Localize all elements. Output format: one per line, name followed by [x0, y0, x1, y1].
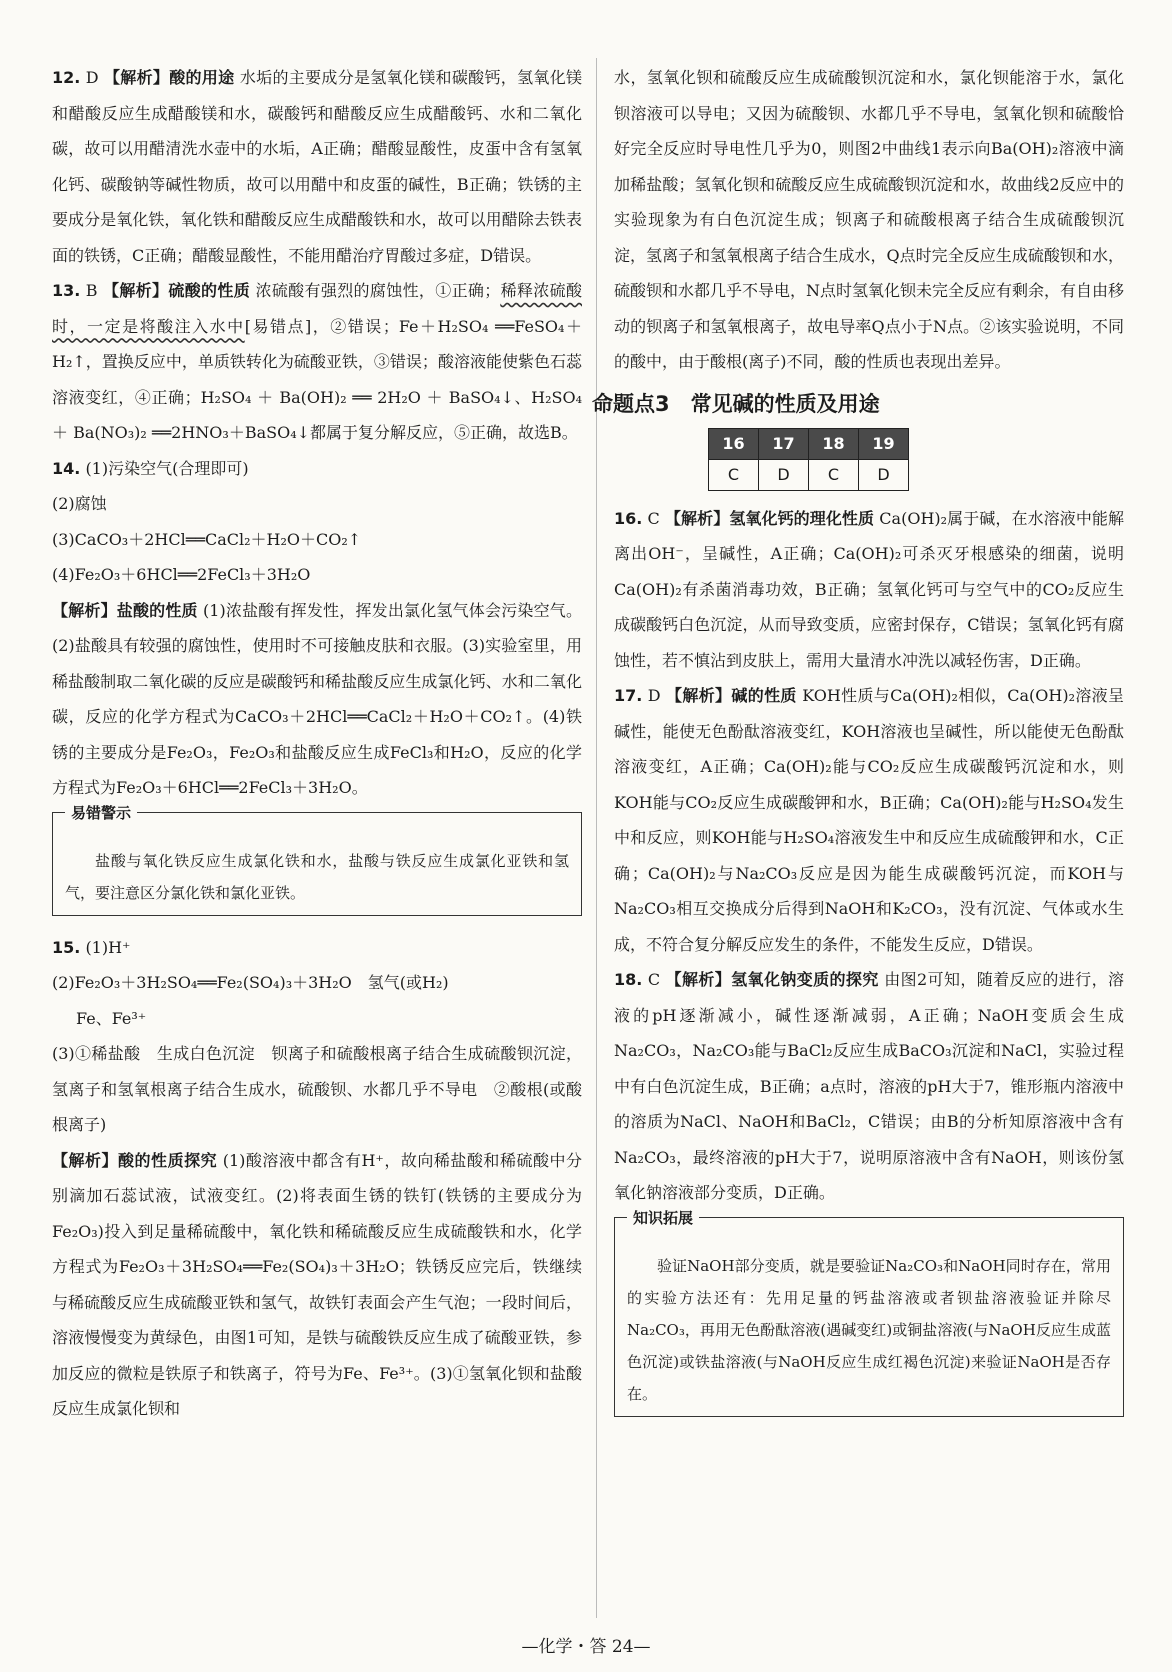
column-divider — [596, 58, 597, 1618]
question-14: 14. (1)污染空气(合理即可) (2)腐蚀 (3)CaCO₃＋2HCl══CaCl₂＋H₂O＋CO₂↑ (4)Fe₂O₃＋6HCl══2FeCl₃＋3H₂O 【解析】盐酸的性质 (1)浓盐酸有挥发性，挥发出氯化氢气体会污染空气。(2)盐酸具有较强的腐蚀性，使用时不可接触皮肤和衣服。(3)实验室里，用稀盐酸制取二氧化碳的反应是碳酸钙和稀盐酸反应生成氯化钙、水和二氧化碳，反应的化学方程式为CaCO₃＋2HCl══CaCl₂＋H₂O＋CO₂↑。(4)铁锈的主要成分是Fe₂O₃，Fe₂O₃和盐酸反应生成FeCl₃和H₂O，反应的化学方程式为Fe₂O₃＋6HCl══2FeCl₃＋3H₂O。 易错警示 盐酸与氧化铁反应生成氯化铁和水，盐酸与铁反应生成氯化亚铁和氢气，要注意区分氯化铁和氯化亚铁。 — [52, 451, 582, 916]
question-18: 18. C 【解析】氢氧化钠变质的探究 由图2可知，随着反应的进行，溶液的pH逐渐减小，碱性逐渐减弱，A正确；NaOH变质会生成Na₂CO₃，Na₂CO₃能与BaCl₂反应生成BaCO₃沉淀和NaCl，实验过程中有白色沉淀生成，B正确；a点时，溶液的pH大于7，锥形瓶内溶液中的溶质为NaCl、NaOH和BaCl₂，C错误；由B的分析知原溶液中含有Na₂CO₃，最终溶液的pH大于7，说明原溶液中含有NaOH，则该份氢氧化钠溶液部分变质，D正确。 知识拓展 验证NaOH部分变质，就是要验证Na₂CO₃和NaOH同时存在，常用的实验方法还有：先用足量的钙盐溶液或者钡盐溶液验证并除尽Na₂CO₃，再用无色酚酞溶液(遇碱变红)或铜盐溶液(与NaOH反应生成蓝色沉淀)或铁盐溶液(与NaOH反应生成红褐色沉淀)来验证NaOH是否存在。 — [614, 962, 1124, 1417]
question-16: 16. C 【解析】氢氧化钙的理化性质 Ca(OH)₂属于碱，在水溶液中能解离出OH⁻，呈碱性，A正确；Ca(OH)₂可杀灭牙根感染的细菌，说明Ca(OH)₂有杀菌消毒功效，B正确；氢氧化钙可与空气中的CO₂反应生成碳酸钙白色沉淀，从而导致变质，应密封保存，C错误；氢氧化钙有腐蚀性，若不慎沾到皮肤上，需用大量清水冲洗以减轻伤害，D正确。 — [614, 508, 1125, 670]
section-title: 命题点3 常见碱的性质及用途 — [592, 391, 880, 416]
right-column — [592, 60, 1125, 1431]
answer-table-number: 19 — [859, 428, 909, 459]
answer-table-answer: C — [809, 459, 859, 490]
question-15: 15. (1)H⁺ (2)Fe₂O₃＋3H₂SO₄══Fe₂(SO₄)₃＋3H₂O 氢气(或H₂) Fe、Fe³⁺ (3)①稀盐酸 生成白色沉淀 钡离子和硫酸根离子结合生成硫酸钡沉淀，氢离子和氢氧根离子结合生成水，硫酸钡、水都几乎不导电 ②酸根(或酸根离子) 【解析】酸的性质探究 (1)酸溶液中都含有H⁺，故向稀盐酸和稀硫酸中分别滴加石蕊试液，试液变红。(2)将表面生锈的铁钉(铁锈的主要成分为Fe₂O₃)投入到足量稀硫酸中，氧化铁和稀硫酸反应生成硫酸铁和水，化学方程式为Fe₂O₃＋3H₂SO₄══Fe₂(SO₄)₃＋3H₂O；铁锈反应完后，铁继续与稀硫酸反应生成硫酸亚铁和氢气，故铁钉表面会产生气泡；一段时间后，溶液慢慢变为黄绿色，由图1可知，是铁与硫酸铁反应生成了硫酸亚铁，参加反应的微粒是铁原子和铁离子，符号为Fe、Fe³⁺。(3)①氢氧化钡和盐酸反应生成氯化钡和 — [52, 937, 582, 1418]
error-warning-title: 易错警示 — [65, 797, 137, 829]
answer-table — [708, 428, 909, 491]
answer-table-answer: D — [859, 459, 909, 490]
left-column — [52, 60, 582, 1427]
answer-table-number: 18 — [809, 428, 859, 459]
page-footer: —化学・答 24— — [521, 1637, 651, 1657]
question-12: 12. D 【解析】酸的用途 水垢的主要成分是氢氧化镁和碳酸钙，氢氧化镁和醋酸反应生成醋酸镁和水，碳酸钙和醋酸反应生成醋酸钙、水和二氧化碳，故可以用醋清洗水壶中的水垢，A正确；醋酸显酸性，皮蛋中含有氢氧化钙、碳酸钠等碱性物质，故可以用醋中和皮蛋的碱性，B正确；铁锈的主要成分是氧化铁，氧化铁和醋酸反应生成醋酸铁和水，故可以用醋除去铁表面的铁锈，C正确；醋酸显酸性，不能用醋治疗胃酸过多症，D错误。 — [52, 68, 582, 265]
answer-table-answer: C — [709, 459, 759, 490]
knowledge-extension-box: 知识拓展 验证NaOH部分变质，就是要验证Na₂CO₃和NaOH同时存在，常用的实验方法还有：先用足量的钙盐溶液或者钡盐溶液验证并除尽Na₂CO₃，再用无色酚酞溶液(遇碱变红)或铜盐溶液(与NaOH反应生成蓝色沉淀)或铁盐溶液(与NaOH反应生成红褐色沉淀)来验证NaOH是否存在。 — [614, 1217, 1124, 1417]
knowledge-extension-title: 知识拓展 — [627, 1202, 699, 1234]
answer-table-answer: D — [759, 459, 809, 490]
error-warning-box: 易错警示 盐酸与氧化铁反应生成氯化铁和水，盐酸与铁反应生成氯化亚铁和氢气，要注意区分氯化铁和氯化亚铁。 — [52, 812, 582, 916]
question-17: 17. D 【解析】碱的性质 KOH性质与Ca(OH)₂相似，Ca(OH)₂溶液呈碱性，能使无色酚酞溶液变红，KOH溶液也呈碱性，所以能使无色酚酞溶液变红，A正确；Ca(OH)₂能与CO₂反应生成碳酸钙沉淀和水，则KOH能与CO₂反应生成碳酸钾和水，B正确；Ca(OH)₂能与H₂SO₄发生中和反应，则KOH能与H₂SO₄溶液发生中和反应生成硫酸钾和水，C正确；Ca(OH)₂与Na₂CO₃反应是因为能生成碳酸钙沉淀，而KOH与Na₂CO₃相互交换成分后得到NaOH和K₂CO₃，没有沉淀、气体或水生成，不符合复分解反应发生的条件，不能发生反应，D错误。 — [614, 686, 1124, 954]
answer-table-number: 17 — [759, 428, 809, 459]
question-15-continued: 水，氢氧化钡和硫酸反应生成硫酸钡沉淀和水，氯化钡能溶于水，氯化钡溶液可以导电；又因为硫酸钡、水都几乎不导电，氢氧化钡和硫酸恰好完全反应时导电性几乎为0，则图2中曲线1表示向Ba(OH)₂溶液中滴加稀盐酸；氢氧化钡和硫酸反应生成硫酸钡沉淀和水，故曲线2反应中的实验现象为有白色沉淀生成；钡离子和硫酸根离子结合生成硫酸钡沉淀，氢离子和氢氧根离子结合生成水，Q点时完全反应生成硫酸钡和水，硫酸钡和水都几乎不导电，N点时氢氧化钡未完全反应有剩余，有自由移动的钡离子和氢氧根离子，故电导率Q点小于N点。②该实验说明，不同的酸中，由于酸根(离子)不同，酸的性质也表现出差异。 — [614, 68, 1125, 371]
answer-table-number: 16 — [709, 428, 759, 459]
question-13: 13. B 【解析】硫酸的性质 浓硫酸有强烈的腐蚀性，①正确；稀释浓硫酸时，一定是将酸注入水中[易错点]，②错误；Fe＋H₂SO₄ ══FeSO₄＋H₂↑，置换反应中，单质铁转化为硫酸亚铁，③错误；酸溶液能使紫色石蕊溶液变红，④正确；H₂SO₄ ＋ Ba(OH)₂ ══ 2H₂O ＋ BaSO₄↓、H₂SO₄ ＋ Ba(NO₃)₂ ══2HNO₃＋BaSO₄↓都属于复分解反应，⑤正确，故选B。 — [52, 281, 582, 442]
error-prone-highlight: 稀释浓硫酸时，一定是将酸注入水中 — [52, 281, 582, 336]
